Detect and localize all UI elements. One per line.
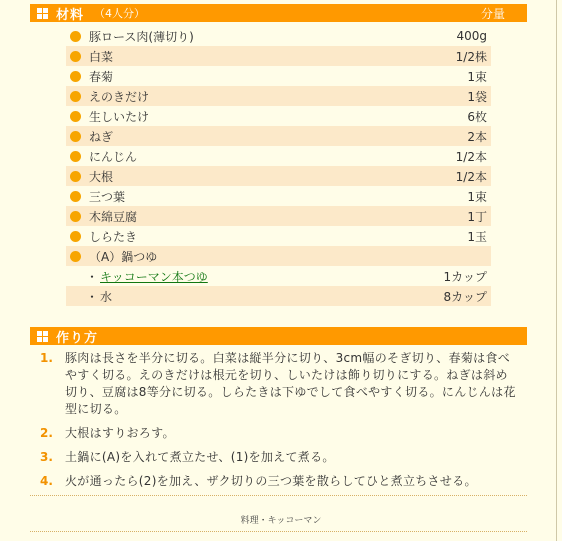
- ingredient-row: [66, 186, 491, 206]
- ingredient-row: [66, 206, 491, 226]
- ingredient-amount: 400g: [456, 29, 487, 43]
- ingredient-name: （A）鍋つゆ: [89, 249, 158, 264]
- ingredient-name: えのきだけ: [89, 89, 150, 104]
- ingredient-row: [66, 166, 491, 186]
- ingredient-amount: 1丁: [467, 209, 487, 224]
- divider-top: [30, 495, 527, 496]
- bullet-dot-icon: [70, 231, 81, 242]
- credit-text: 料理・キッコーマン: [240, 516, 322, 526]
- hontsuyu-link[interactable]: キッコーマン本つゆ: [100, 269, 208, 284]
- bullet-dot-icon: [70, 91, 81, 102]
- step-text: 豚肉は長さを半分に切る。白菜は縦半分に切り、3cm幅のそぎ切り、春菊は食べやすく切る。えのきだけは根元を切り、しいたけは飾り切りにする。ねぎは斜め切り、豆腐は8等分に切る。しらたきは下ゆでして食べやすく切る。にんじんは花型に切る。: [65, 351, 516, 416]
- ingredient-name: 生しいたけ: [89, 109, 150, 124]
- ingredient-amount: 6枚: [467, 109, 487, 124]
- step-item: [40, 425, 520, 442]
- method-steps: [40, 350, 520, 497]
- step-item: [40, 449, 520, 466]
- sub-ingredient-row: [66, 286, 491, 306]
- step-number: 3.: [40, 450, 53, 464]
- bullet-dot-icon: [70, 71, 81, 82]
- bullet-dot-icon: [70, 131, 81, 142]
- ingredient-row: [66, 46, 491, 66]
- bullet-dot-icon: [70, 251, 81, 262]
- ingredient-name: しらたき: [89, 229, 138, 244]
- sub-ingredient-row: [66, 266, 491, 286]
- bullet-dot-icon: [70, 51, 81, 62]
- sub-ingredient-prefix: ・: [86, 269, 99, 284]
- sub-ingredient-prefix: ・: [86, 289, 99, 304]
- bullet-dot-icon: [70, 151, 81, 162]
- ingredient-row: [66, 226, 491, 246]
- page-right-border: [556, 0, 557, 541]
- method-title: 作り方: [56, 330, 99, 346]
- bullet-dot-icon: [70, 31, 81, 42]
- ingredient-name: 白菜: [89, 49, 114, 64]
- ingredient-name: 春菊: [89, 69, 114, 84]
- amount-heading: 分量: [480, 6, 505, 21]
- step-text: 火が通ったら(2)を加え、ザク切りの三つ葉を散らしてひと煮立ちさせる。: [65, 474, 477, 488]
- ingredient-amount: 1玉: [467, 229, 487, 244]
- grid-icon: [37, 8, 48, 19]
- ingredient-name: 水: [100, 289, 113, 304]
- bullet-dot-icon: [70, 211, 81, 222]
- ingredient-amount: 1袋: [467, 89, 487, 104]
- ingredient-name: 大根: [89, 169, 114, 184]
- ingredient-amount: 1束: [467, 189, 487, 204]
- ingredient-name: ねぎ: [89, 129, 114, 144]
- ingredient-name: 豚ロース肉(薄切り): [89, 29, 194, 44]
- step-number: 1.: [40, 351, 53, 365]
- method-header: [30, 327, 527, 345]
- ingredient-name: にんじん: [89, 149, 138, 164]
- ingredient-row: [66, 246, 491, 266]
- ingredient-amount: 1束: [467, 69, 487, 84]
- divider-bottom: [30, 531, 527, 532]
- ingredients-title: 材料: [56, 7, 85, 23]
- ingredient-name: 三つ葉: [89, 189, 126, 204]
- ingredient-row: [66, 66, 491, 86]
- ingredient-amount: 2本: [467, 129, 487, 144]
- ingredient-name: 木綿豆腐: [89, 209, 138, 224]
- bullet-dot-icon: [70, 111, 81, 122]
- ingredient-row: [66, 26, 491, 46]
- ingredient-amount: 8カップ: [443, 289, 487, 304]
- ingredient-row: [66, 146, 491, 166]
- step-item: [40, 350, 520, 418]
- ingredient-amount: 1/2本: [455, 149, 487, 164]
- ingredient-row: [66, 86, 491, 106]
- servings-label: （4人分）: [94, 7, 146, 20]
- step-item: [40, 473, 520, 490]
- ingredient-amount: 1カップ: [443, 269, 487, 284]
- step-number: 2.: [40, 426, 53, 440]
- ingredient-row: [66, 126, 491, 146]
- ingredient-list: [66, 26, 491, 306]
- ingredient-row: [66, 106, 491, 126]
- ingredient-amount: 1/2本: [455, 169, 487, 184]
- bullet-dot-icon: [70, 191, 81, 202]
- grid-icon: [37, 331, 48, 342]
- step-number: 4.: [40, 474, 53, 488]
- ingredients-header: [30, 4, 527, 22]
- ingredient-amount: 1/2株: [455, 49, 487, 64]
- step-text: 土鍋に(A)を入れて煮立たせ、(1)を加えて煮る。: [65, 450, 335, 464]
- step-text: 大根はすりおろす。: [65, 426, 175, 440]
- bullet-dot-icon: [70, 171, 81, 182]
